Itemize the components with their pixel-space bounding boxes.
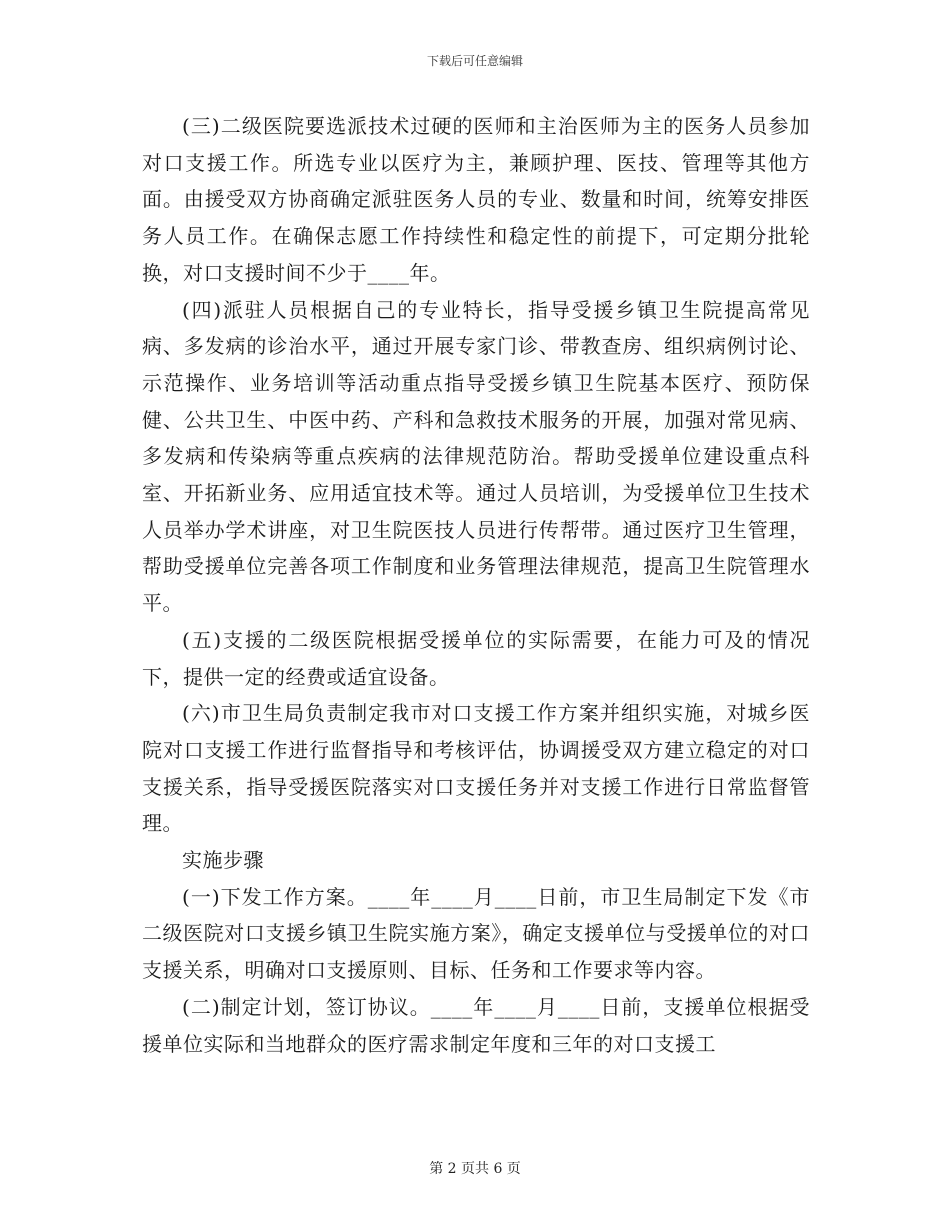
step-1: (一)下发工作方案。____年____月____日前，市卫生局制定下发《市二级医院对口支援乡镇卫生院实施方案》，确定支援单位与受援单位的对口支援关系，明确对口支援原则、目标、任务和工作要求等内容。 — [142, 884, 810, 983]
page-header: 下载后可任意编辑 — [426, 54, 523, 68]
section-heading: 实施步骤 — [182, 848, 264, 873]
paragraph-6: (六)市卫生局负责制定我市对口支援工作方案并组织实施，对城乡医院对口支援工作进行监督指导和考核评估，协调援受双方建立稳定的对口支援关系，指导受援医院落实对口支援任务并对支援工作进行日常监督管理。 — [142, 701, 810, 836]
page-footer: 第 2 页共 6 页 — [429, 1161, 521, 1177]
paragraph-5: (五)支援的二级医院根据受援单位的实际需要，在能力可及的情况下，提供一定的经费或适宜设备。 — [142, 627, 810, 689]
document-body — [142, 108, 810, 1062]
paragraph-3: (三)二级医院要选派技术过硬的医师和主治医师为主的医务人员参加对口支援工作。所选专业以医疗为主，兼顾护理、医技、管理等其他方面。由援受双方协商确定派驻医务人员的专业、数量和时间，统筹安排医务人员工作。在确保志愿工作持续性和稳定性的前提下，可定期分批轮换，对口支援时间不少于____年。 — [142, 114, 810, 285]
step-2: (二)制定计划，签订协议。____年____月____日前，支援单位根据受援单位实际和当地群众的医疗需求制定年度和三年的对口支援工 — [142, 994, 810, 1056]
paragraph-4: (四)派驻人员根据自己的专业特长，指导受援乡镇卫生院提高常见病、多发病的诊治水平，通过开展专家门诊、带教查房、组织病例讨论、示范操作、业务培训等活动重点指导受援乡镇卫生院基本医疗、预防保健、公共卫生、中医中药、产科和急救技术服务的开展，加强对常见病、多发病和传染病等重点疾病的法律规范防治。帮助受援单位建设重点科室、开拓新业务、应用适宜技术等。通过人员培训，为受援单位卫生技术人员举办学术讲座，对卫生院医技人员进行传帮带。通过医疗卫生管理，帮助受援单位完善各项工作制度和业务管理法律规范，提高卫生院管理水平。 — [142, 297, 810, 616]
